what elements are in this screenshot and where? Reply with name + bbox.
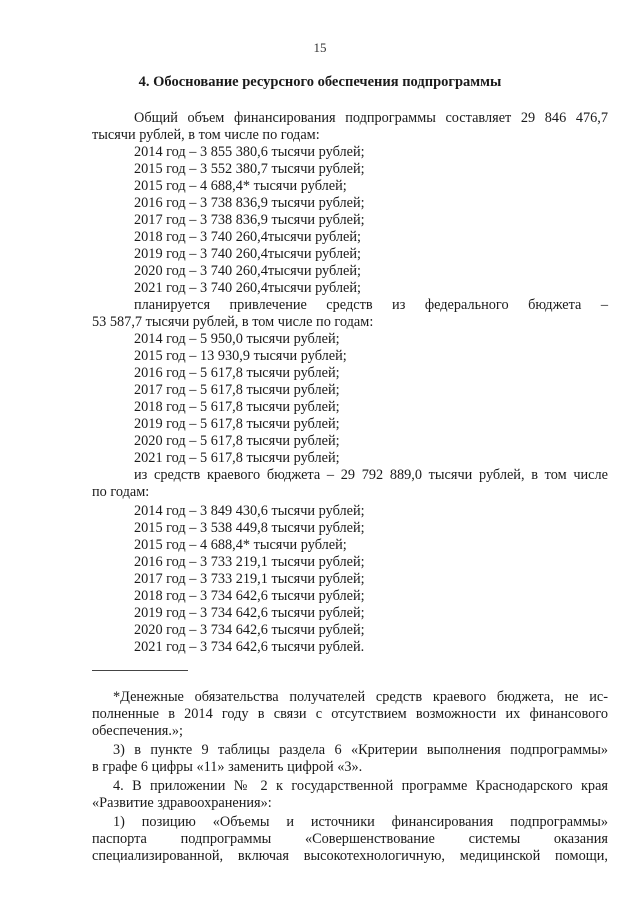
regional-year-line: 2015 год – 4 688,4* тысячи рублей; (134, 537, 347, 553)
regional-year-line: 2014 год – 3 849 430,6 тысячи рублей; (134, 503, 365, 519)
item-3-line-1: 3) в пункте 9 таблицы раздела 6 «Критерии выполнения подпрограммы» (113, 742, 608, 758)
federal-year-line: 2021 год – 5 617,8 тысячи рублей; (134, 450, 340, 466)
footnote-separator (92, 670, 188, 671)
regional-year-line: 2020 год – 3 734 642,6 тысячи рублей; (134, 622, 365, 638)
total-financing-line-1: Общий объем финансирования подпрограммы составляет 29 846 476,7 (134, 110, 608, 126)
federal-year-line: 2014 год – 5 950,0 тысячи рублей; (134, 331, 340, 347)
item-4-line-1: 4. В приложении № 2 к государственной программе Краснодарского края (113, 778, 608, 794)
federal-budget-line-1: планируется привлечение средств из федерального бюджета – (134, 297, 608, 313)
footnote-line-2: полненные в 2014 году в связи с отсутствием возможности их финансового (92, 706, 608, 722)
federal-year-line: 2018 год – 5 617,8 тысячи рублей; (134, 399, 340, 415)
section-heading: 4. Обоснование ресурсного обеспечения подпрограммы (138, 74, 502, 90)
federal-year-line: 2019 год – 5 617,8 тысячи рублей; (134, 416, 340, 432)
total-year-line: 2019 год – 3 740 260,4тысячи рублей; (134, 246, 362, 262)
item-4-1-line-3: специализированной, включая высокотехнологичную, медицинской помощи, (92, 848, 608, 864)
regional-year-line: 2019 год – 3 734 642,6 тысячи рублей; (134, 605, 365, 621)
federal-year-line: 2015 год – 13 930,9 тысячи рублей; (134, 348, 347, 364)
federal-year-line: 2020 год – 5 617,8 тысячи рублей; (134, 433, 340, 449)
federal-budget-line-2: 53 587,7 тысячи рублей, в том числе по годам: (92, 314, 374, 330)
item-4-1-line-2: паспорта подпрограммы «Совершенствование системы оказания (92, 831, 608, 847)
regional-year-line: 2016 год – 3 733 219,1 тысячи рублей; (134, 554, 365, 570)
regional-year-line: 2018 год – 3 734 642,6 тысячи рублей; (134, 588, 365, 604)
regional-budget-line-2: по годам: (92, 484, 150, 500)
federal-year-line: 2017 год – 5 617,8 тысячи рублей; (134, 382, 340, 398)
item-4-1-line-1: 1) позицию «Объемы и источники финансирования подпрограммы» (113, 814, 608, 830)
total-year-line: 2016 год – 3 738 836,9 тысячи рублей; (134, 195, 365, 211)
regional-year-line: 2017 год – 3 733 219,1 тысячи рублей; (134, 571, 365, 587)
total-year-line: 2021 год – 3 740 260,4тысячи рублей; (134, 280, 362, 296)
total-year-line: 2018 год – 3 740 260,4тысячи рублей; (134, 229, 362, 245)
item-3-line-2: в графе 6 цифры «11» заменить цифрой «3». (92, 759, 363, 775)
footnote-line-3: обеспечения.»; (92, 723, 184, 739)
total-year-line: 2017 год – 3 738 836,9 тысячи рублей; (134, 212, 365, 228)
item-4-line-2: «Развитие здравоохранения»: (92, 795, 272, 811)
regional-year-line: 2015 год – 3 538 449,8 тысячи рублей; (134, 520, 365, 536)
total-year-line: 2015 год – 4 688,4* тысячи рублей; (134, 178, 347, 194)
footnote-line-1: *Денежные обязательства получателей средств краевого бюджета, не ис- (113, 689, 608, 705)
regional-budget-line-1: из средств краевого бюджета – 29 792 889,0 тысячи рублей, в том числе (134, 467, 608, 483)
total-year-line: 2015 год – 3 552 380,7 тысячи рублей; (134, 161, 365, 177)
total-year-line: 2020 год – 3 740 260,4тысячи рублей; (134, 263, 362, 279)
total-year-line: 2014 год – 3 855 380,6 тысячи рублей; (134, 144, 365, 160)
page-number: 15 (313, 40, 327, 55)
regional-year-line: 2021 год – 3 734 642,6 тысячи рублей. (134, 639, 365, 655)
federal-year-line: 2016 год – 5 617,8 тысячи рублей; (134, 365, 340, 381)
total-financing-line-2: тысячи рублей, в том числе по годам: (92, 127, 320, 143)
